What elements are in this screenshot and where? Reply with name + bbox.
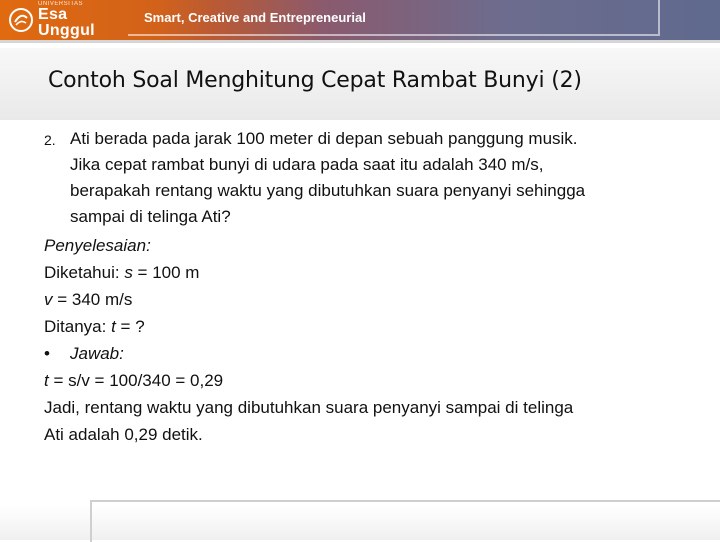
- slide-title: Contoh Soal Menghitung Cepat Rambat Bunyi (2): [48, 68, 582, 93]
- asked-var: t: [111, 317, 116, 336]
- known-v-line: [44, 286, 694, 313]
- conclusion-line: Jadi, rentang waktu yang dibutuhkan suara penyanyi sampai di telinga: [44, 398, 574, 417]
- formula-text: = s/v = 100/340 = 0,29: [48, 371, 224, 390]
- known-v-var: v: [44, 290, 53, 309]
- asked-line: [44, 313, 694, 340]
- known-prefix: Diketahui:: [44, 263, 125, 282]
- question-line: sampai di telinga Ati?: [70, 207, 231, 226]
- asked-prefix: Ditanya:: [44, 317, 112, 336]
- slide-content: [44, 126, 694, 448]
- formula-line: [44, 367, 694, 394]
- known-s-value: = 100 m: [132, 263, 200, 282]
- logo-emblem-icon: [8, 7, 34, 33]
- asked-value: = ?: [115, 317, 145, 336]
- university-logo: [8, 2, 128, 38]
- logo-small-text: UNIVERSITAS: [38, 1, 84, 7]
- question-line: berapakah rentang waktu yang dibutuhkan suara penyanyi sehingga: [70, 181, 586, 200]
- known-s-var: s: [124, 263, 133, 282]
- answer-line: [44, 340, 694, 367]
- logo-name: Esa Unggul: [38, 6, 95, 39]
- footer-frame: [90, 500, 720, 542]
- header-tagline: Smart, Creative and Entrepreneurial: [144, 10, 366, 25]
- known-v-value: = 340 m/s: [52, 290, 133, 309]
- formula-var: t: [44, 371, 49, 390]
- question-item: [44, 126, 694, 230]
- bullet-icon: •: [44, 344, 50, 363]
- answer-label: Jawab:: [70, 344, 124, 363]
- question-line: Ati berada pada jarak 100 meter di depan sebuah panggung musik.: [70, 129, 578, 148]
- header-divider: [0, 40, 720, 43]
- question-line: Jika cepat rambat bunyi di udara pada saat itu adalah 340 m/s,: [70, 155, 544, 174]
- question-number: 2.: [44, 132, 56, 148]
- slide-header: [0, 0, 720, 40]
- solution-label: Penyelesaian:: [44, 236, 151, 255]
- conclusion-line: Ati adalah 0,29 detik.: [44, 425, 203, 444]
- known-s-line: [44, 259, 694, 286]
